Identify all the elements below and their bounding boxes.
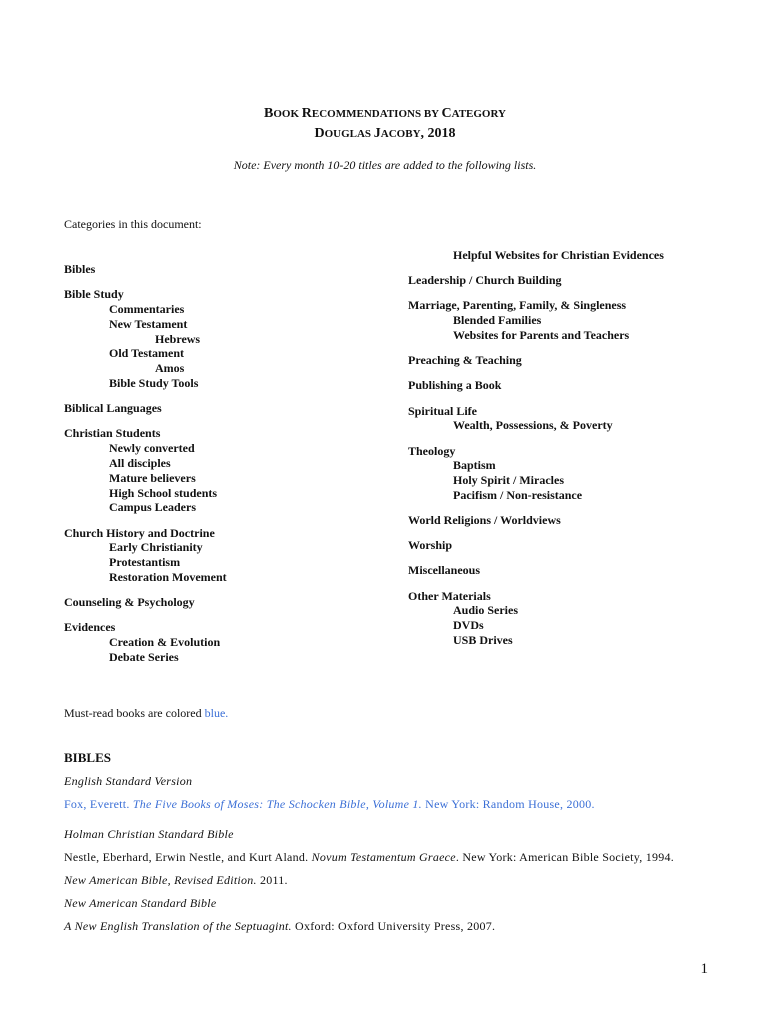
toc-item-right: Leadership / Church Building xyxy=(408,273,562,288)
bibles-entry-list xyxy=(64,773,704,941)
toc-item-right: Wealth, Possessions, & Poverty xyxy=(453,418,613,433)
toc-item-left: Amos xyxy=(155,361,185,376)
bib-entry: Holman Christian Standard Bible xyxy=(64,827,234,841)
toc-left-column xyxy=(64,262,227,665)
bib-entry: New American Standard Bible xyxy=(64,896,217,910)
toc-item-left: Creation & Evolution xyxy=(109,635,221,650)
toc-item-left: New Testament xyxy=(109,316,188,331)
toc-item-right: DVDs xyxy=(453,618,484,633)
section-heading-bibles: BIBLES xyxy=(64,750,111,765)
toc-item-right: Holy Spirit / Miracles xyxy=(453,473,564,488)
toc-item-left: Old Testament xyxy=(109,346,185,361)
categories-intro: Categories in this document: xyxy=(64,217,202,231)
toc-item-right: Pacifism / Non-resistance xyxy=(453,487,583,502)
toc-item-left: Newly converted xyxy=(109,441,195,456)
toc-item-right: Spiritual Life xyxy=(408,403,478,418)
document-title: BOOK RECOMMENDATIONS BY CATEGORY xyxy=(264,106,506,121)
toc-item-left: Bibles xyxy=(64,262,96,276)
toc-item-left: Biblical Languages xyxy=(64,401,162,416)
toc-right-column xyxy=(408,248,664,648)
bib-entry: English Standard Version xyxy=(64,774,193,788)
toc-item-right: Helpful Websites for Christian Evidences xyxy=(453,248,664,262)
document-author: DOUGLAS JACOBY, 2018 xyxy=(314,126,456,141)
toc-item-right: Baptism xyxy=(453,458,496,473)
toc-item-left: All disciples xyxy=(109,455,171,470)
toc-item-left: Bible Study Tools xyxy=(109,375,199,390)
must-read-note: Must-read books are colored blue. xyxy=(64,706,229,720)
toc-item-right: Blended Families xyxy=(453,313,542,328)
toc-item-left: Evidences xyxy=(64,620,116,635)
must-read-color-sample: blue. xyxy=(204,706,229,720)
toc-item-right: Other Materials xyxy=(408,588,491,603)
toc-item-left: Counseling & Psychology xyxy=(64,595,195,610)
toc-item-left: Campus Leaders xyxy=(109,500,197,515)
toc-item-left: Church History and Doctrine xyxy=(64,525,215,540)
toc-item-left: Debate Series xyxy=(109,649,179,664)
bib-entry: Fox, Everett. The Five Books of Moses: The Schocken Bible, Volume 1. New York: Random House, 2000. xyxy=(64,797,595,811)
toc-item-right: Worship xyxy=(408,538,453,553)
update-note: Note: Every month 10-20 titles are added to the following lists. xyxy=(233,158,537,172)
toc-item-left: High School students xyxy=(109,485,218,500)
toc-item-right: Audio Series xyxy=(453,603,519,618)
toc-item-left: Bible Study xyxy=(64,287,124,302)
toc-item-left: Early Christianity xyxy=(109,540,203,555)
toc-item-left: Protestantism xyxy=(109,555,181,570)
toc-item-left: Christian Students xyxy=(64,426,161,441)
bib-entry: A New English Translation of the Septuagint. Oxford: Oxford University Press, 2007. xyxy=(64,919,496,933)
toc-item-left: Restoration Movement xyxy=(109,569,227,584)
toc-item-left: Mature believers xyxy=(109,470,196,485)
bib-entry: New American Bible, Revised Edition. 2011. xyxy=(64,873,288,887)
toc-item-right: Publishing a Book xyxy=(408,378,502,393)
toc-item-left: Commentaries xyxy=(109,301,185,316)
toc-item-right: Miscellaneous xyxy=(408,563,480,578)
toc-item-left: Hebrews xyxy=(155,331,201,346)
bib-entry: Nestle, Eberhard, Erwin Nestle, and Kurt Aland. Novum Testamentum Graece. New York: American Bible Society, 1994. xyxy=(64,850,674,864)
toc-item-right: World Religions / Worldviews xyxy=(408,513,561,528)
toc-item-right: Marriage, Parenting, Family, & Singleness xyxy=(408,298,627,313)
toc-item-right: Websites for Parents and Teachers xyxy=(453,327,630,342)
toc-item-right: Preaching & Teaching xyxy=(408,353,522,368)
page-number: 1 xyxy=(700,961,708,977)
toc-item-right: Theology xyxy=(408,443,456,458)
toc-item-right: USB Drives xyxy=(453,633,513,648)
